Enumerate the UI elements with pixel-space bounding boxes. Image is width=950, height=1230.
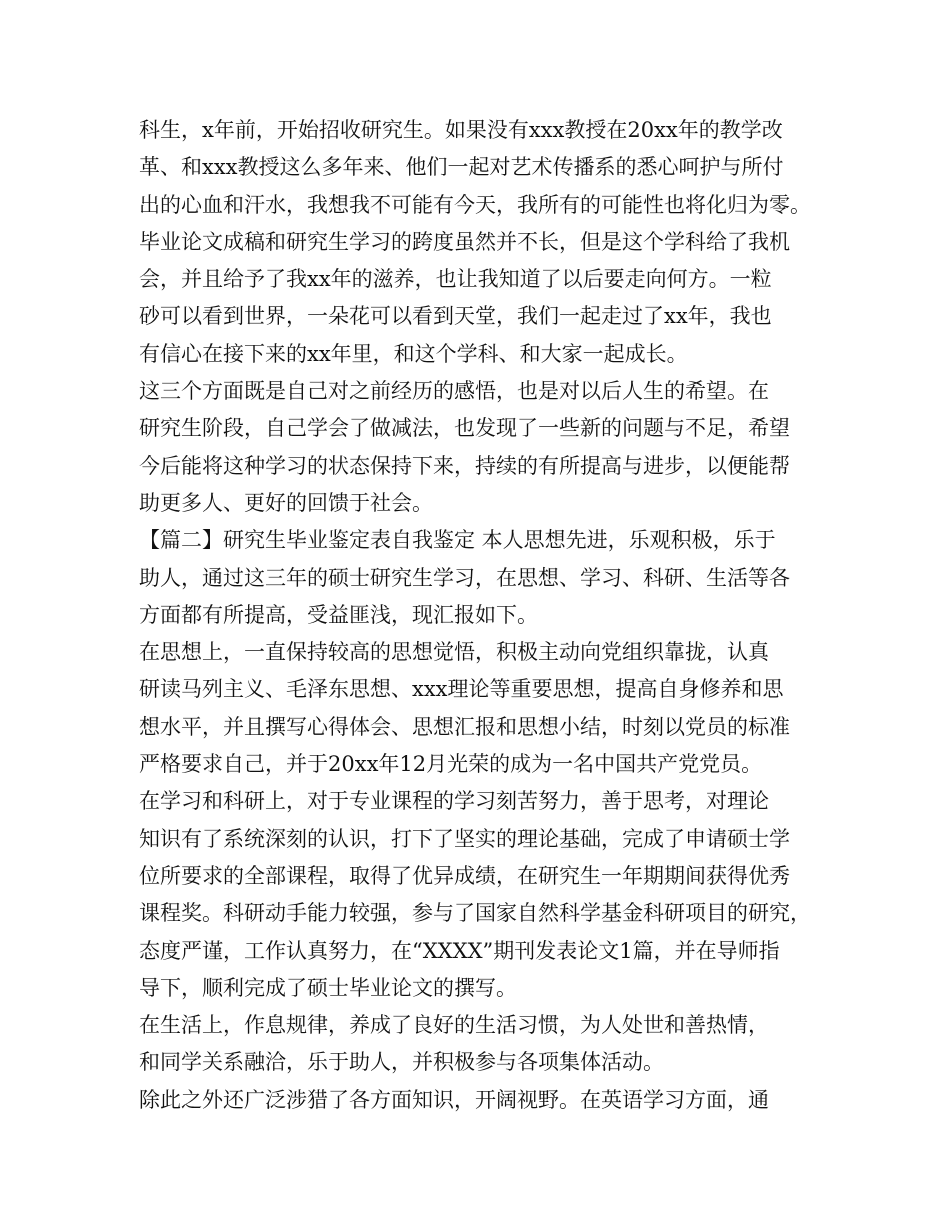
text-line: 位所要求的全部课程，取得了优异成绩，在研究生一年期期间获得优秀: [139, 863, 790, 888]
document-body: [139, 112, 819, 1119]
text-line: 课程奖。科研动手能力较强，参与了国家自然科学基金科研项目的研究，: [139, 901, 811, 926]
text-line: 知识有了系统深刻的认识，打下了坚实的理论基础，完成了申请硕士学: [139, 826, 790, 851]
text-line: 科生，x年前，开始招收研究生。如果没有xxx教授在20xx年的教学改: [139, 118, 783, 142]
text-line: 会，并且给予了我xx年的滋养，也让我知道了以后要走向何方。一粒: [139, 267, 772, 292]
text-line: 严格要求自己，并于20xx年12月光荣的成为一名中国共产党党员。: [139, 752, 763, 777]
text-line: 在学习和科研上，对于专业课程的学习刻苦努力，善于思考，对理论: [139, 789, 769, 814]
text-line: 除此之外还广泛涉猎了各方面知识，开阔视野。在英语学习方面，通: [139, 1087, 769, 1112]
text-line: 有信心在接下来的xx年里，和这个学科、和大家一起成长。: [139, 341, 688, 366]
text-line: 革、和xxx教授这么多年来、他们一起对艺术传播系的悉心呵护与所付: [139, 155, 784, 180]
text-line: 和同学关系融洽，乐于助人，并积极参与各项集体活动。: [139, 1050, 664, 1075]
text-line: 这三个方面既是自己对之前经历的感悟，也是对以后人生的希望。在: [139, 379, 769, 404]
text-line: 助人，通过这三年的硕士研究生学习，在思想、学习、科研、生活等各: [139, 565, 790, 590]
text-line: 研读马列主义、毛泽东思想、xxx理论等重要思想，提高自身修养和思: [139, 677, 784, 702]
text-line: 想水平，并且撰写心得体会、思想汇报和思想小结，时刻以党员的标准: [139, 714, 790, 739]
text-line: 在思想上，一直保持较高的思想觉悟，积极主动向党组织靠拢，认真: [139, 640, 769, 665]
text-line: 态度严谨，工作认真努力，在“XXXX”期刊发表论文1篇，并在导师指: [139, 938, 780, 963]
text-line: 在生活上，作息规律，养成了良好的生活习惯，为人处世和善热情，: [139, 1013, 769, 1038]
text-line: 研究生阶段，自己学会了做减法，也发现了一些新的问题与不足，希望: [139, 416, 790, 441]
text-line: 毕业论文成稿和研究生学习的跨度虽然并不长，但是这个学科给了我机: [139, 229, 790, 254]
text-line: 助更多人、更好的回馈于社会。: [139, 490, 433, 515]
text-line: 方面都有所提高，受益匪浅，现汇报如下。: [139, 602, 538, 627]
text-line: 砂可以看到世界，一朵花可以看到天堂，我们一起走过了xx年，我也: [139, 304, 772, 329]
text-line: 今后能将这种学习的状态保持下来，持续的有所提高与进步，以便能帮: [139, 453, 790, 478]
text-line: 导下，顺利完成了硕士毕业论文的撰写。: [139, 975, 517, 1000]
text-line: 出的心血和汗水，我想我不可能有今天，我所有的可能性也将化归为零。: [139, 192, 811, 217]
section-heading-line: 【篇二】研究生毕业鉴定表自我鉴定 本人思想先进，乐观积极，乐于: [139, 528, 776, 553]
